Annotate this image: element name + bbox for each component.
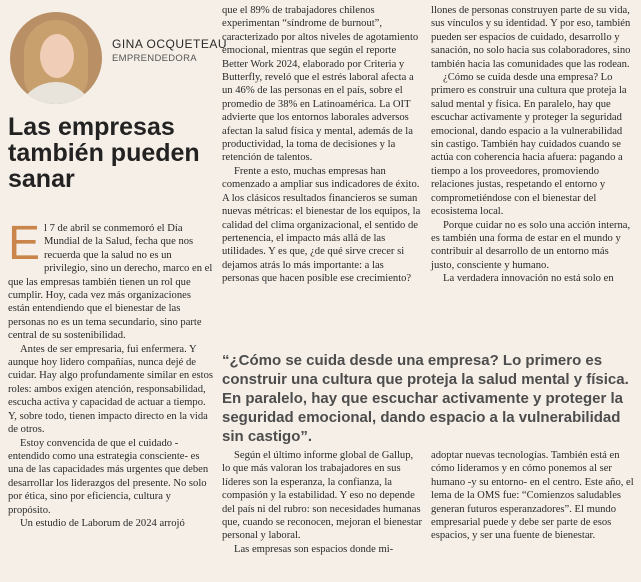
author-name: GINA OCQUETEAU (112, 37, 228, 51)
paragraph: adoptar nuevas tecnologías. También está en cómo lideramos y en cómo ponemos al ser humano -y su entorno- en el centro. Este año, el lema de la OMS fue: “Comienzos saludables generan futuros esperanzadores”. El mundo empresarial puede y debe ser parte de esos espacios, y ser una fuente de bienestar. (431, 450, 634, 542)
article-column-3 (431, 4, 634, 286)
paragraph: Porque cuidar no es solo una acción interna, es también una forma de estar en el mundo y contribuir al desarrollo de un entorno más justo, consciente y humano. (431, 219, 631, 271)
pull-quote: “¿Cómo se cuida desde una empresa? Lo primero es construir una cultura que proteja la salud mental y física. En paralelo, hay que escuchar activamente y proteger la seguridad emocional, dando espacio a la vulnerabilidad sin castigo”. (222, 352, 629, 445)
paragraph: El 7 de abril se conmemoró el Día Mundial de la Salud, fecha que nos recuerda que la salud no es un privilegio, sino un derecho, marco en el que las empresas también tienen un rol que cumplir. Hoy, cada vez más organizaciones están entendiendo que el bienestar de las personas no es un tema secundario, sino parte central de su sostenibilidad. (8, 217, 213, 342)
article-column-2 (222, 4, 422, 286)
paragraph: Frente a esto, muchas empresas han comenzado a ampliar sus indicadores de éxito. A los clásicos resultados financieros se suman nuevas métricas: el bienestar de los equipos, la calidad del clima organizacional, el sentido de pertenencia, el impacto más allá de las utilidades. Y es que, ¿de qué sirve crecer si dejamos atrás lo más importante: a las personas que hacen posible ese crecimiento? (222, 165, 421, 285)
paragraph: ¿Cómo se cuida desde una empresa? Lo primero es construir una cultura que proteja la salud mental y física. En paralelo, hay que escuchar activamente y proteger la seguridad emocional, dando espacio a la vulnerabilidad sin castigo. También hay cuidados cuando se actúa con coherencia hacia afuera: pagando a tiempo a los proveedores, promoviendo relaciones justas, respetando el entorno y comprometiéndose con el bienestar del ecosistema local. (431, 72, 627, 218)
article-column-3-bottom (431, 449, 634, 543)
paragraph: La verdadera innovación no está solo en (443, 273, 614, 285)
paragraph: Según el último informe global de Gallup, lo que más valoran los trabajadores en sus líderes son la esperanza, la confianza, la compasión y la estabilidad. Y eso no depende del país ni del rubro: son necesidades humanas que, cuando se reconocen, mejoran el bienestar personal y laboral. (222, 450, 423, 542)
paragraph: Un estudio de Laborum de 2024 arrojó (20, 517, 185, 529)
paragraph: Antes de ser empresaria, fui enfermera. Y aunque hoy lidero compañías, nunca dejé de cuidar. Hay algo profundamente similar en estos roles: ambos exigen atención, responsabilidad, escucha activa y capacidad de actuar a tiempo. Y, sobre todo, tienen impacto directo en la vida de otros. (8, 343, 214, 436)
paragraph: Estoy convencida de que el cuidado -entendido como una estrategia consciente- es una de las capacidades más urgentes que deben desarrollar los liderazgos del presente. No solo por ética, sino por eficiencia, cultura y propósito. (8, 437, 209, 516)
author-avatar (10, 12, 102, 104)
dropcap: E (8, 217, 41, 270)
author-role: EMPRENDEDORA (112, 53, 197, 64)
article-headline: Las empresas también pueden sanar (8, 113, 200, 193)
paragraph: que el 89% de trabajadores chilenos experimentan “síndrome de burnout”, caracterizado por altos niveles de agotamiento emocional, mientras que según el reporte Better Work 2024, elaborado por Criteria y Butterfly, reveló que el estrés laboral afecta a un 46% de las personas en el país, sobre el promedio de 38% en Latinoamérica. La OIT advierte que los entornos laborales adversos afectan la salud física y mental, además de la productividad, la toma de decisiones y la retención de talentos. (222, 5, 419, 164)
paragraph: llones de personas construyen parte de su vida, sus vínculos y su identidad. Y por eso, también pueden ser espacios de cuidado, desarrollo y sanación, no solo hacia sus colaboradores, sino también hacia las comunidades que las rodean. (431, 5, 631, 70)
article-column-2-bottom (222, 449, 422, 556)
article-column-1 (8, 217, 214, 530)
paragraph: Las empresas son espacios donde mi- (234, 543, 394, 555)
